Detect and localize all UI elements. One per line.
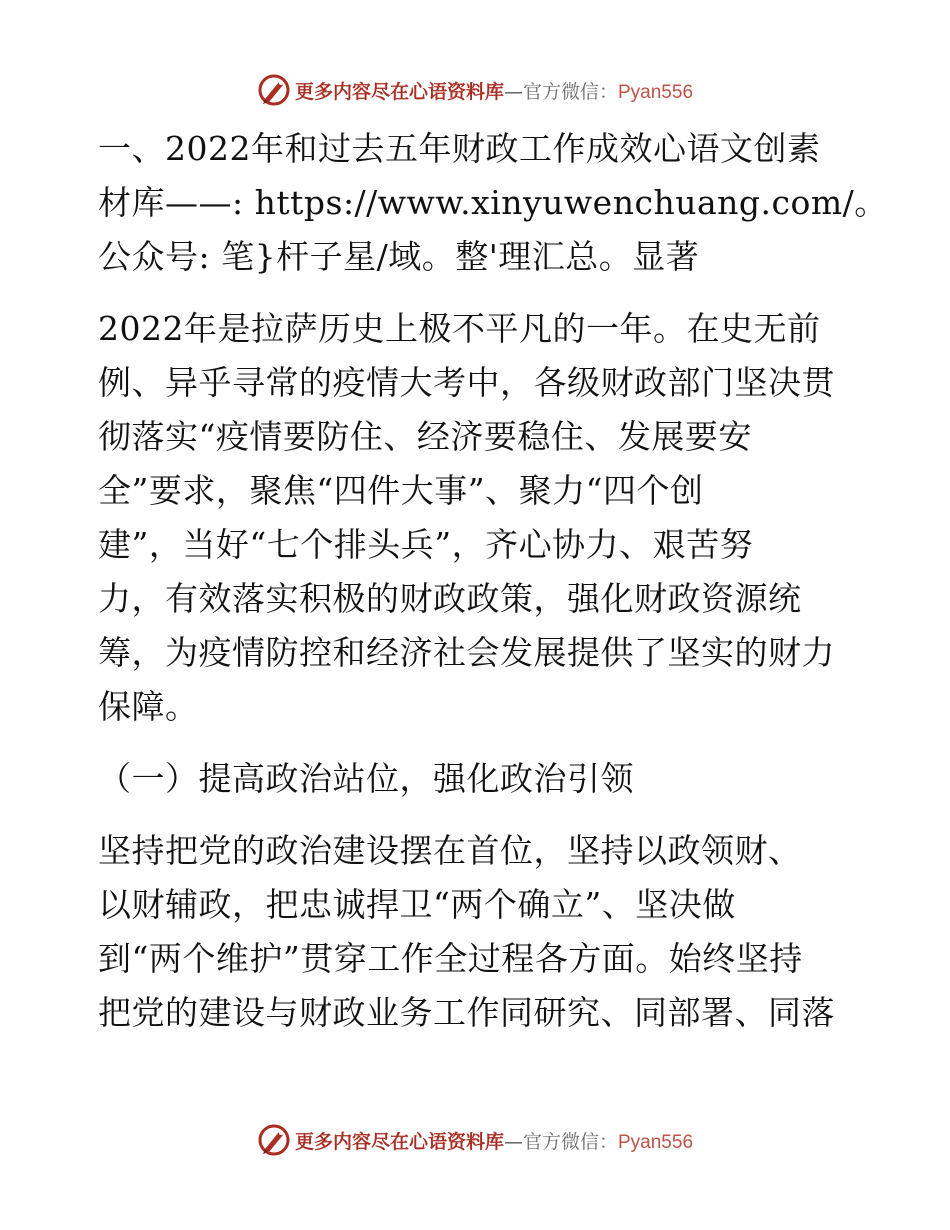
- banner-wechat-label: 官方微信：: [522, 1130, 618, 1153]
- paragraph-line: 彻落实“疫情要防住、经济要稳住、发展要安: [98, 417, 752, 456]
- banner-wechat-id: Pyan556: [618, 81, 694, 103]
- section-heading: [98, 122, 888, 284]
- banner-separator: —: [503, 1130, 523, 1153]
- paragraph-2: [98, 824, 858, 1040]
- heading-line: 材库——: https://www.xinyuwenchuang.com/。: [98, 183, 888, 222]
- heading-line: 公众号: 笔}杆子星/域。整'理汇总。显著: [98, 237, 700, 276]
- paragraph-line: 建”，当好“七个排头兵”，齐心协力、艰苦努: [98, 525, 754, 564]
- document-body: [98, 122, 888, 1040]
- paragraph-line: 全”要求，聚焦“四件大事”、聚力“四个创: [98, 471, 704, 510]
- paragraph-line: 力，有效落实积极的财政政策，强化财政资源统: [98, 579, 802, 618]
- banner-text: [295, 1127, 693, 1154]
- banner-slogan: 更多内容尽在心语资料库: [294, 80, 504, 103]
- paragraph-line: 筹，为疫情防控和经济社会发展提供了坚实的财力: [98, 633, 835, 672]
- paragraph-line: 坚持把党的政治建设摆在首位，坚持以政领财、: [98, 831, 802, 870]
- paragraph-line: 以财辅政，把忠诚捍卫“两个确立”、坚决做: [98, 885, 736, 924]
- paragraph-1: [98, 302, 858, 734]
- paragraph-line: 例、异乎寻常的疫情大考中，各级财政部门坚决贯: [98, 363, 835, 402]
- paragraph-line: 到“两个维护”贯穿工作全过程各方面。始终坚持: [98, 939, 803, 978]
- banner-separator: —: [503, 80, 523, 103]
- subheading-1: （一）提高政治站位，强化政治引领: [98, 759, 634, 798]
- banner-wechat-label: 官方微信：: [522, 80, 618, 103]
- paragraph-line: 把党的建设与财政业务工作同研究、同部署、同落: [98, 993, 835, 1032]
- footer-banner: [0, 1120, 950, 1160]
- banner-text: [295, 77, 693, 104]
- pen-logo-icon: [257, 1123, 291, 1157]
- header-banner: [0, 70, 950, 110]
- paragraph-line: 保障。: [98, 687, 199, 726]
- pen-logo-icon: [257, 73, 291, 107]
- banner-slogan: 更多内容尽在心语资料库: [294, 1130, 504, 1153]
- paragraph-line: 2022年是拉萨历史上极不平凡的一年。在史无前: [98, 309, 821, 348]
- banner-wechat-id: Pyan556: [618, 1131, 694, 1153]
- heading-line: 一、2022年和过去五年财政工作成效心语文创素: [98, 129, 821, 168]
